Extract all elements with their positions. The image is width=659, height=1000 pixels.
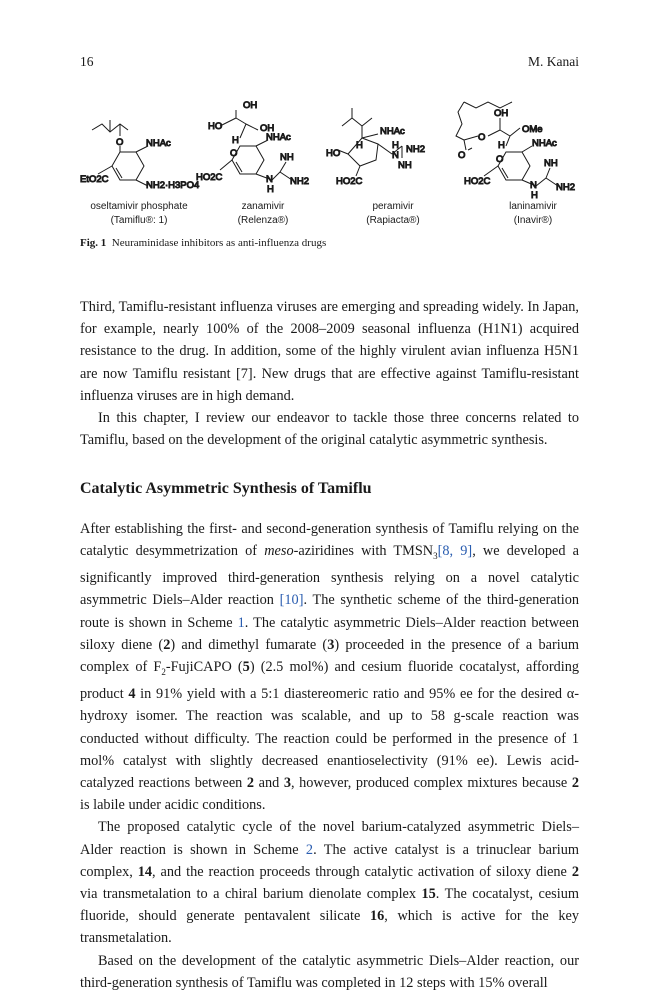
m3-h-label: H — [356, 140, 363, 151]
m4-o3-label: O — [496, 154, 504, 165]
m2-oh-label: OH — [260, 123, 275, 134]
page-number: 16 — [80, 54, 94, 69]
structures-drawing — [80, 96, 580, 200]
m4-nh2-label: NH2 — [556, 182, 576, 193]
paragraph-4: The proposed catalytic cycle of the novel barium-catalyzed asymmetric Diels–Alder reaction is shown in Scheme 2. The active catalyst is a trinuclear barium complex, 14, and the reaction proceeds through catalytic activation of siloxy diene 2 via transmetalation to a chiral barium dienolate complex 15. The cocatalyst, cesium fluoride, should generate pentavalent silicate 16, which is active for the key transmetalation. — [80, 819, 579, 947]
molecule-brand: (Inavir®) — [513, 215, 553, 226]
molecule-caption-4 — [488, 200, 578, 228]
paragraph-1: Third, Tamiflu-resistant influenza viruses are emerging and spreading widely. In Japan, for example, nearly 100% of the 2008–2009 seasonal influenza (H1N1) acquired resistance to the drug. In addition, some of the highly virulent avian influenza H5N1 are now Tamiflu resistant [7]. New drugs that are effective against Tamiflu-resistant influenza viruses are in high demand. — [80, 299, 579, 404]
m2-h-label: H — [232, 135, 239, 146]
m4-o1-label: O — [478, 132, 486, 143]
m4-oh-label: OH — [494, 108, 509, 119]
m4-ome-label: OMe — [522, 124, 543, 135]
m2-h2-label: H — [267, 184, 274, 195]
scheme-2-link[interactable]: 2 — [305, 841, 314, 858]
section-text — [80, 518, 579, 994]
zanamivir-structure — [220, 110, 292, 180]
m2-nh2-label: NH2 — [290, 176, 310, 187]
m2-nhac-label: NHAc — [266, 132, 291, 143]
m2-nh-label: NH — [280, 152, 294, 163]
figure-caption-label: Fig. 1 — [80, 237, 107, 249]
citation-10-link[interactable]: [10] — [279, 592, 304, 609]
molecule-name: peramivir — [372, 201, 414, 212]
m3-n-label: N — [392, 150, 399, 161]
m1-ester-label: EtO2C — [80, 174, 109, 185]
molecule-caption-1 — [84, 200, 194, 228]
molecule-caption-3 — [348, 200, 438, 228]
m3-nh2-label: NH2 — [406, 144, 426, 155]
paragraph-5: Based on the development of the catalytic asymmetric Diels–Alder reaction, our third-generation synthesis of Tamiflu was completed in 12 steps with 15% overall — [80, 952, 579, 991]
figure-caption-text: Neuraminidase inhibitors as anti-influenza drugs — [111, 237, 327, 249]
m3-nhac-label: NHAc — [380, 126, 405, 137]
m1-amine-label: NH2·H3PO4 — [146, 180, 200, 191]
molecule-name: zanamivir — [241, 201, 285, 212]
m3-nh-label: NH — [398, 160, 412, 171]
m2-acid-label: HO2C — [196, 172, 223, 183]
scheme-1-link[interactable]: 1 — [237, 614, 245, 631]
citation-8-9-link[interactable]: [8, 9] — [437, 543, 473, 560]
m4-nhac-label: NHAc — [532, 138, 557, 149]
m2-oh-top-label: OH — [243, 100, 258, 111]
m4-o2-label: O — [458, 150, 466, 161]
m4-n-label: N — [530, 180, 537, 191]
molecule-brand: (Rapiacta®) — [366, 215, 420, 226]
section-heading: Catalytic Asymmetric Synthesis of Tamiflu — [80, 480, 372, 497]
molecule-name: oseltamivir phosphate — [90, 201, 188, 212]
m2-o-label: O — [230, 148, 238, 159]
m1-o-label: O — [116, 137, 124, 148]
figure-caption — [80, 237, 580, 249]
m3-acid-label: HO2C — [336, 176, 363, 187]
molecule-brand: (Tamiflu®: 1) — [110, 215, 168, 226]
paragraph-2: In this chapter, I review our endeavor to tackle those three concerns related to Tamiflu, based on the development of the original catalytic asymmetric synthesis. — [80, 410, 579, 449]
molecule-name: laninamivir — [509, 201, 557, 212]
m3-h2-label: H — [392, 140, 399, 151]
paragraph-3: After establishing the first- and second-generation synthesis of Tamiflu relying on the catalytic desymmetrization of meso-aziridines with $TMSN_3[8$, 9], we developed a significantly improved third-generation synthesis relying on a novel catalytic asymmetric Diels–Alder reaction [10]. The synthetic scheme of the third-generation route is shown in Scheme 1. The catalytic asymmetric Diels–Alder reaction between siloxy diene (2) and dimethyl fumarate (3) proceeded in the presence of a barium complex of $F_2$-FujiCAPO (5) (2.5 mol%) and cesium fluoride cocatalyst, affording product 4 in 91% yield with a 5:1 diastereomeric ratio and 95% ee for the desired α-hydroxy isomer. The reaction was scalable, and up to 58 g-scale reaction was conducted without difficulty. The reaction could be performed in the presence of 1 mol% catalyst with slightly decreased enantioselectivity (91% ee). Lewis acid-catalyzed reactions between 2 and 3, however, produced complex mixtures because 2 is labile under acidic conditions. — [80, 521, 580, 814]
m3-ho-label: HO — [326, 148, 341, 159]
m4-h-label: H — [498, 140, 505, 151]
molecule-caption-2 — [218, 200, 308, 228]
m4-nh-label: NH — [544, 158, 558, 169]
m2-n-label: N — [266, 174, 273, 185]
m2-ho-label: HO — [208, 121, 223, 132]
molecule-brand: (Relenza®) — [237, 215, 289, 226]
m4-acid-label: HO2C — [464, 176, 491, 187]
m4-h2-label: H — [531, 190, 538, 200]
intro-text — [80, 296, 579, 451]
running-author: M. Kanai — [528, 54, 579, 69]
m1-nhac-label: NHAc — [146, 138, 171, 149]
